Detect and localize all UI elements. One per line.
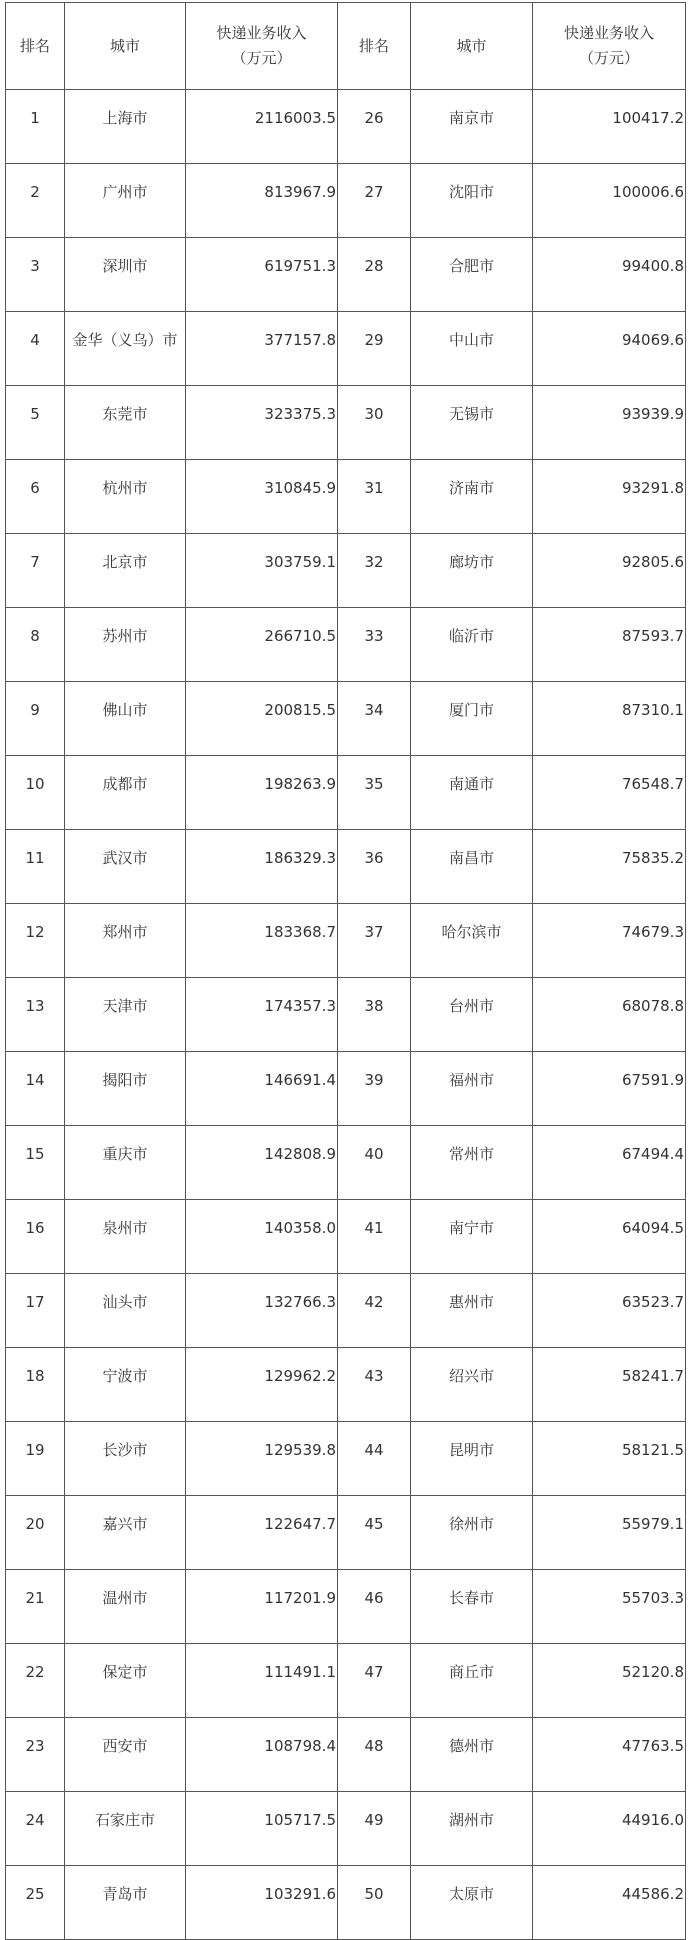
city-right-cell: 哈尔滨市 xyxy=(411,904,533,978)
rank-left-cell: 4 xyxy=(6,312,65,386)
city-right-cell: 无锡市 xyxy=(411,386,533,460)
table-row xyxy=(6,830,686,904)
revenue-left-cell: 186329.3 xyxy=(186,830,338,904)
revenue-left-cell: 108798.4 xyxy=(186,1718,338,1792)
revenue-left-cell: 105717.5 xyxy=(186,1792,338,1866)
rank-right-cell: 47 xyxy=(338,1644,411,1718)
revenue-left-cell: 266710.5 xyxy=(186,608,338,682)
table-row xyxy=(6,1718,686,1792)
city-right-cell: 合肥市 xyxy=(411,238,533,312)
city-left-cell: 石家庄市 xyxy=(65,1792,186,1866)
rank-left-cell: 1 xyxy=(6,90,65,164)
city-left-cell: 长沙市 xyxy=(65,1422,186,1496)
revenue-header-right xyxy=(533,3,686,90)
city-left-cell: 嘉兴市 xyxy=(65,1496,186,1570)
rank-left-cell: 24 xyxy=(6,1792,65,1866)
table-row xyxy=(6,1126,686,1200)
city-right-cell: 太原市 xyxy=(411,1866,533,1940)
rank-left-cell: 20 xyxy=(6,1496,65,1570)
city-left-cell: 武汉市 xyxy=(65,830,186,904)
city-left-cell: 上海市 xyxy=(65,90,186,164)
rank-right-cell: 44 xyxy=(338,1422,411,1496)
rank-right-cell: 43 xyxy=(338,1348,411,1422)
revenue-right-cell: 68078.8 xyxy=(533,978,686,1052)
revenue-left-cell: 111491.1 xyxy=(186,1644,338,1718)
rank-left-cell: 2 xyxy=(6,164,65,238)
rank-right-cell: 33 xyxy=(338,608,411,682)
revenue-right-cell: 75835.2 xyxy=(533,830,686,904)
rank-left-cell: 16 xyxy=(6,1200,65,1274)
revenue-left-cell: 140358.0 xyxy=(186,1200,338,1274)
express-revenue-ranking-table xyxy=(5,2,686,1940)
rank-right-cell: 38 xyxy=(338,978,411,1052)
table-row xyxy=(6,1348,686,1422)
revenue-right-cell: 74679.3 xyxy=(533,904,686,978)
revenue-right-cell: 44586.2 xyxy=(533,1866,686,1940)
rank-header-right: 排名 xyxy=(338,3,411,90)
revenue-right-cell: 99400.8 xyxy=(533,238,686,312)
table-row xyxy=(6,164,686,238)
table-row xyxy=(6,1274,686,1348)
rank-left-cell: 7 xyxy=(6,534,65,608)
city-left-cell: 成都市 xyxy=(65,756,186,830)
revenue-right-cell: 76548.7 xyxy=(533,756,686,830)
rank-left-cell: 9 xyxy=(6,682,65,756)
city-right-cell: 长春市 xyxy=(411,1570,533,1644)
revenue-left-cell: 200815.5 xyxy=(186,682,338,756)
revenue-right-cell: 100006.6 xyxy=(533,164,686,238)
rank-left-cell: 10 xyxy=(6,756,65,830)
revenue-left-cell: 377157.8 xyxy=(186,312,338,386)
rank-right-cell: 32 xyxy=(338,534,411,608)
revenue-right-cell: 100417.2 xyxy=(533,90,686,164)
city-right-cell: 沈阳市 xyxy=(411,164,533,238)
city-right-cell: 台州市 xyxy=(411,978,533,1052)
city-left-cell: 金华（义乌）市 xyxy=(65,312,186,386)
table-body xyxy=(6,90,686,1940)
revenue-left-cell: 619751.3 xyxy=(186,238,338,312)
city-right-cell: 南京市 xyxy=(411,90,533,164)
rank-right-cell: 28 xyxy=(338,238,411,312)
revenue-right-cell: 67494.4 xyxy=(533,1126,686,1200)
revenue-right-cell: 87593.7 xyxy=(533,608,686,682)
revenue-header-left xyxy=(186,3,338,90)
city-left-cell: 杭州市 xyxy=(65,460,186,534)
rank-left-cell: 21 xyxy=(6,1570,65,1644)
rank-right-cell: 35 xyxy=(338,756,411,830)
rank-right-cell: 41 xyxy=(338,1200,411,1274)
revenue-right-cell: 64094.5 xyxy=(533,1200,686,1274)
rank-right-cell: 40 xyxy=(338,1126,411,1200)
table-row xyxy=(6,682,686,756)
rank-right-cell: 36 xyxy=(338,830,411,904)
city-right-cell: 厦门市 xyxy=(411,682,533,756)
city-left-cell: 揭阳市 xyxy=(65,1052,186,1126)
table-row xyxy=(6,386,686,460)
city-right-cell: 商丘市 xyxy=(411,1644,533,1718)
revenue-right-cell: 67591.9 xyxy=(533,1052,686,1126)
revenue-left-cell: 103291.6 xyxy=(186,1866,338,1940)
city-left-cell: 深圳市 xyxy=(65,238,186,312)
city-right-cell: 临沂市 xyxy=(411,608,533,682)
revenue-right-cell: 58121.5 xyxy=(533,1422,686,1496)
table-row xyxy=(6,238,686,312)
table-row xyxy=(6,1792,686,1866)
revenue-header-unit: （万元） xyxy=(231,49,292,67)
table-row xyxy=(6,904,686,978)
revenue-right-cell: 55703.3 xyxy=(533,1570,686,1644)
revenue-header-label: 快递业务收入 xyxy=(563,24,654,42)
revenue-left-cell: 813967.9 xyxy=(186,164,338,238)
revenue-right-cell: 44916.0 xyxy=(533,1792,686,1866)
rank-left-cell: 11 xyxy=(6,830,65,904)
city-right-cell: 福州市 xyxy=(411,1052,533,1126)
rank-left-cell: 23 xyxy=(6,1718,65,1792)
table-row xyxy=(6,1866,686,1940)
revenue-left-cell: 129962.2 xyxy=(186,1348,338,1422)
city-right-cell: 常州市 xyxy=(411,1126,533,1200)
city-header-right: 城市 xyxy=(411,3,533,90)
city-right-cell: 德州市 xyxy=(411,1718,533,1792)
city-left-cell: 广州市 xyxy=(65,164,186,238)
revenue-left-cell: 146691.4 xyxy=(186,1052,338,1126)
city-right-cell: 济南市 xyxy=(411,460,533,534)
rank-right-cell: 39 xyxy=(338,1052,411,1126)
city-right-cell: 南昌市 xyxy=(411,830,533,904)
rank-left-cell: 8 xyxy=(6,608,65,682)
rank-right-cell: 48 xyxy=(338,1718,411,1792)
revenue-header-unit: （万元） xyxy=(578,49,639,67)
revenue-right-cell: 93939.9 xyxy=(533,386,686,460)
revenue-left-cell: 174357.3 xyxy=(186,978,338,1052)
city-right-cell: 湖州市 xyxy=(411,1792,533,1866)
revenue-right-cell: 63523.7 xyxy=(533,1274,686,1348)
rank-right-cell: 42 xyxy=(338,1274,411,1348)
rank-right-cell: 26 xyxy=(338,90,411,164)
rank-left-cell: 17 xyxy=(6,1274,65,1348)
rank-right-cell: 34 xyxy=(338,682,411,756)
revenue-left-cell: 117201.9 xyxy=(186,1570,338,1644)
table-row xyxy=(6,1422,686,1496)
rank-right-cell: 31 xyxy=(338,460,411,534)
city-right-cell: 昆明市 xyxy=(411,1422,533,1496)
city-right-cell: 徐州市 xyxy=(411,1496,533,1570)
city-left-cell: 苏州市 xyxy=(65,608,186,682)
revenue-right-cell: 58241.7 xyxy=(533,1348,686,1422)
city-left-cell: 重庆市 xyxy=(65,1126,186,1200)
city-header-left: 城市 xyxy=(65,3,186,90)
rank-left-cell: 15 xyxy=(6,1126,65,1200)
rank-left-cell: 5 xyxy=(6,386,65,460)
table-row xyxy=(6,608,686,682)
rank-header-left: 排名 xyxy=(6,3,65,90)
revenue-right-cell: 92805.6 xyxy=(533,534,686,608)
revenue-right-cell: 47763.5 xyxy=(533,1718,686,1792)
city-left-cell: 西安市 xyxy=(65,1718,186,1792)
rank-left-cell: 6 xyxy=(6,460,65,534)
rank-left-cell: 3 xyxy=(6,238,65,312)
revenue-right-cell: 94069.6 xyxy=(533,312,686,386)
city-right-cell: 中山市 xyxy=(411,312,533,386)
revenue-left-cell: 129539.8 xyxy=(186,1422,338,1496)
rank-left-cell: 12 xyxy=(6,904,65,978)
revenue-left-cell: 2116003.5 xyxy=(186,90,338,164)
city-left-cell: 汕头市 xyxy=(65,1274,186,1348)
city-left-cell: 东莞市 xyxy=(65,386,186,460)
table-row xyxy=(6,1644,686,1718)
table-row xyxy=(6,1200,686,1274)
rank-left-cell: 14 xyxy=(6,1052,65,1126)
revenue-left-cell: 142808.9 xyxy=(186,1126,338,1200)
rank-right-cell: 27 xyxy=(338,164,411,238)
revenue-left-cell: 198263.9 xyxy=(186,756,338,830)
header-row xyxy=(6,3,686,90)
table-row xyxy=(6,534,686,608)
city-left-cell: 保定市 xyxy=(65,1644,186,1718)
rank-right-cell: 30 xyxy=(338,386,411,460)
city-left-cell: 佛山市 xyxy=(65,682,186,756)
city-left-cell: 天津市 xyxy=(65,978,186,1052)
city-right-cell: 绍兴市 xyxy=(411,1348,533,1422)
city-right-cell: 廊坊市 xyxy=(411,534,533,608)
city-right-cell: 南通市 xyxy=(411,756,533,830)
rank-right-cell: 50 xyxy=(338,1866,411,1940)
revenue-left-cell: 310845.9 xyxy=(186,460,338,534)
table-row xyxy=(6,1052,686,1126)
city-left-cell: 温州市 xyxy=(65,1570,186,1644)
revenue-right-cell: 55979.1 xyxy=(533,1496,686,1570)
revenue-left-cell: 183368.7 xyxy=(186,904,338,978)
table-row xyxy=(6,756,686,830)
rank-right-cell: 37 xyxy=(338,904,411,978)
revenue-header-label: 快递业务收入 xyxy=(216,24,307,42)
table-row xyxy=(6,1496,686,1570)
city-left-cell: 郑州市 xyxy=(65,904,186,978)
city-right-cell: 南宁市 xyxy=(411,1200,533,1274)
revenue-left-cell: 323375.3 xyxy=(186,386,338,460)
rank-left-cell: 25 xyxy=(6,1866,65,1940)
rank-left-cell: 22 xyxy=(6,1644,65,1718)
city-right-cell: 惠州市 xyxy=(411,1274,533,1348)
revenue-right-cell: 87310.1 xyxy=(533,682,686,756)
table-row xyxy=(6,312,686,386)
table-row xyxy=(6,978,686,1052)
revenue-right-cell: 93291.8 xyxy=(533,460,686,534)
city-left-cell: 泉州市 xyxy=(65,1200,186,1274)
rank-left-cell: 18 xyxy=(6,1348,65,1422)
revenue-left-cell: 122647.7 xyxy=(186,1496,338,1570)
rank-right-cell: 49 xyxy=(338,1792,411,1866)
revenue-right-cell: 52120.8 xyxy=(533,1644,686,1718)
city-left-cell: 宁波市 xyxy=(65,1348,186,1422)
rank-left-cell: 19 xyxy=(6,1422,65,1496)
table-row xyxy=(6,90,686,164)
rank-right-cell: 29 xyxy=(338,312,411,386)
revenue-left-cell: 303759.1 xyxy=(186,534,338,608)
rank-right-cell: 46 xyxy=(338,1570,411,1644)
rank-left-cell: 13 xyxy=(6,978,65,1052)
table-row xyxy=(6,460,686,534)
revenue-left-cell: 132766.3 xyxy=(186,1274,338,1348)
rank-right-cell: 45 xyxy=(338,1496,411,1570)
city-left-cell: 北京市 xyxy=(65,534,186,608)
city-left-cell: 青岛市 xyxy=(65,1866,186,1940)
table-row xyxy=(6,1570,686,1644)
